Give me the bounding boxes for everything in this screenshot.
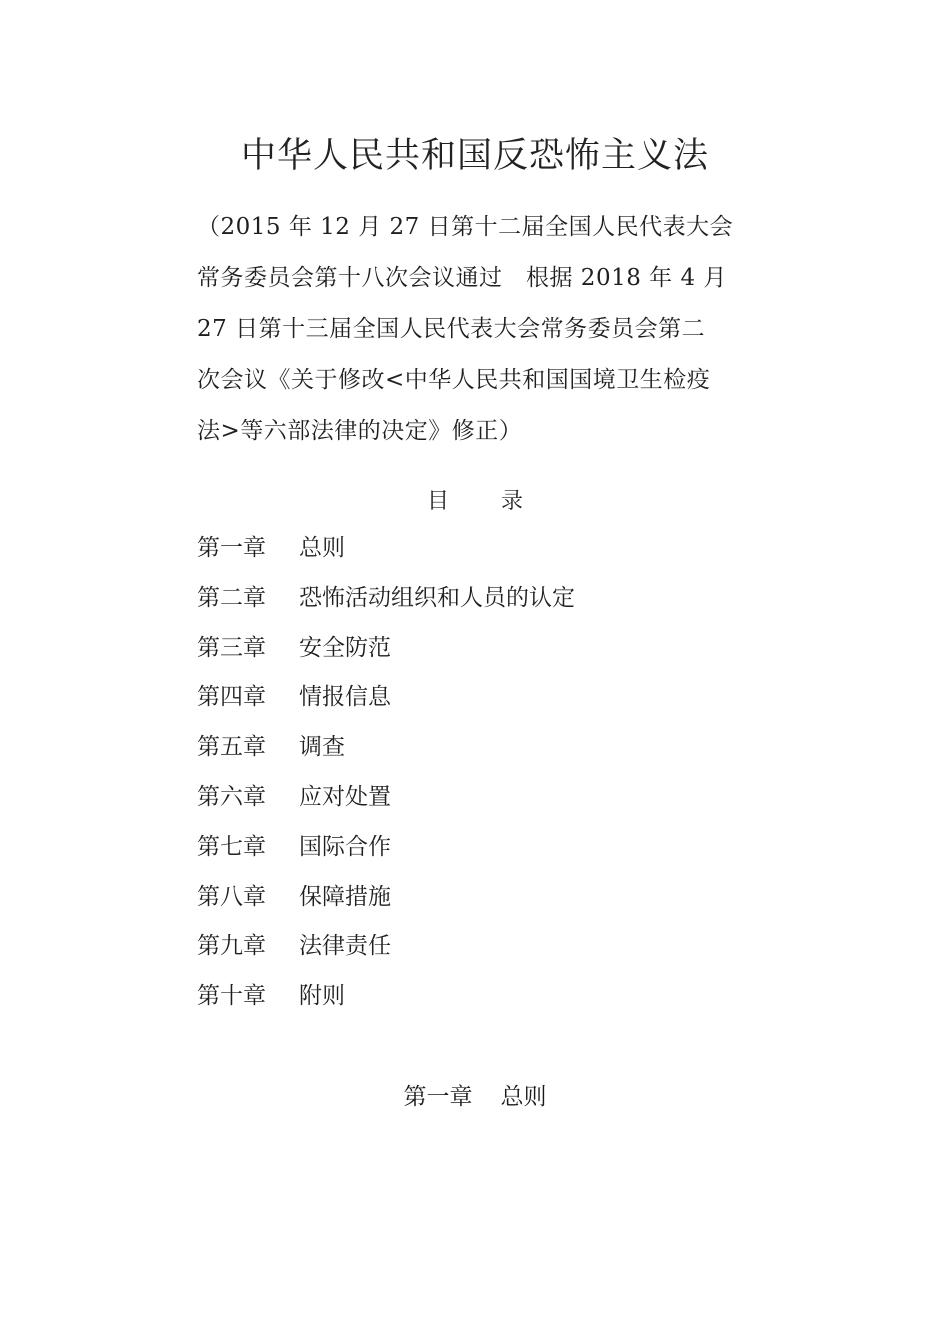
toc-chapter-number: 第八章 <box>197 883 266 910</box>
chapter-heading-title: 总则 <box>500 1084 547 1110</box>
toc-chapter-number: 第四章 <box>197 684 266 711</box>
toc-chapter-number: 第一章 <box>197 535 266 561</box>
toc-item-chapter-7 <box>197 827 757 877</box>
toc-chapter-number: 第七章 <box>197 833 266 860</box>
toc-chapter-title: 调查 <box>299 734 345 761</box>
table-of-contents <box>197 528 757 1026</box>
toc-item-chapter-3 <box>197 628 757 678</box>
adoption-note-line: 27 日第十三届全国人民代表大会常务委员会第二 <box>197 316 706 342</box>
toc-item-chapter-4 <box>197 677 757 727</box>
toc-heading-char: 目 <box>426 489 449 514</box>
toc-chapter-number: 第十章 <box>197 983 266 1010</box>
toc-chapter-title: 总则 <box>299 535 345 561</box>
toc-item-chapter-9 <box>197 926 757 976</box>
toc-chapter-title: 情报信息 <box>299 684 391 711</box>
toc-item-chapter-5 <box>197 727 757 777</box>
toc-item-chapter-8 <box>197 877 757 927</box>
toc-item-chapter-1 <box>197 528 757 578</box>
toc-chapter-number: 第五章 <box>197 734 266 761</box>
toc-item-chapter-10 <box>197 976 757 1026</box>
adoption-note <box>197 202 757 457</box>
toc-heading-char: 录 <box>501 489 524 514</box>
toc-chapter-number: 第二章 <box>197 584 266 611</box>
chapter-heading <box>0 1078 950 1111</box>
toc-chapter-title: 恐怖活动组织和人员的认定 <box>299 584 575 611</box>
toc-chapter-title: 附则 <box>299 983 345 1010</box>
toc-chapter-number: 第九章 <box>197 933 266 960</box>
toc-chapter-title: 国际合作 <box>299 833 391 860</box>
adoption-note-line: （2015 年 12 月 27 日第十二届全国人民代表大会 <box>197 214 734 240</box>
toc-chapter-title: 安全防范 <box>299 634 391 661</box>
toc-chapter-number: 第三章 <box>197 634 266 661</box>
toc-chapter-title: 应对处置 <box>299 783 391 810</box>
document-title: 中华人民共和国反恐怖主义法 <box>240 136 709 176</box>
toc-item-chapter-6 <box>197 777 757 827</box>
toc-chapter-title: 保障措施 <box>299 883 391 910</box>
adoption-note-line: 常务委员会第十八次会议通过 根据 2018 年 4 月 <box>197 265 727 291</box>
toc-chapter-number: 第六章 <box>197 783 266 810</box>
adoption-note-line: 次会议《关于修改<中华人民共和国国境卫生检疫 <box>197 367 711 393</box>
adoption-note-line: 法>等六部法律的决定》修正） <box>197 418 523 444</box>
toc-item-chapter-2 <box>197 578 757 628</box>
toc-chapter-title: 法律责任 <box>299 933 391 960</box>
chapter-heading-number: 第一章 <box>403 1084 473 1110</box>
table-of-contents-heading <box>0 484 950 515</box>
